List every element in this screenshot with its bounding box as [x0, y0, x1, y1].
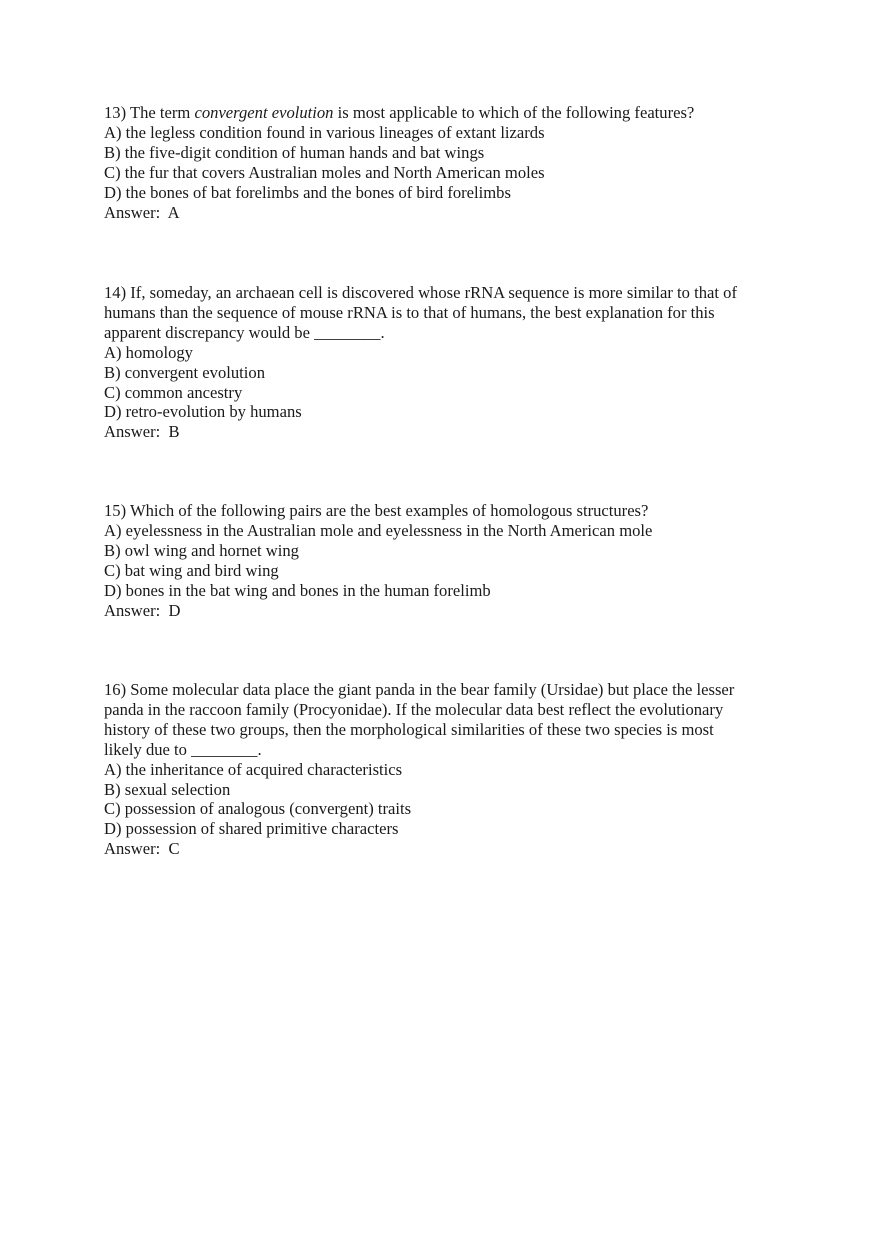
- option-a: A) the inheritance of acquired characteristics: [104, 759, 403, 779]
- question-stem-line: 14) If, someday, an archaean cell is discovered whose rRNA sequence is more similar to that of: [104, 283, 737, 302]
- option-b: B) the five-digit condition of human hands and bat wings: [104, 142, 485, 162]
- option-a: A) the legless condition found in various lineages of extant lizards: [104, 122, 545, 142]
- option-d: D) the bones of bat forelimbs and the bones of bird forelimbs: [104, 182, 511, 202]
- answer: Answer: A: [104, 202, 180, 222]
- answer: Answer: B: [104, 422, 180, 442]
- question-stem-line: history of these two groups, then the morphological similarities of these two species is most: [104, 719, 714, 739]
- option-d: D) bones in the bat wing and bones in the human forelimb: [104, 580, 491, 600]
- option-a: A) eyelessness in the Australian mole and eyelessness in the North American mole: [104, 520, 653, 540]
- question-stem-line: likely due to ________.: [104, 739, 262, 759]
- answer: Answer: C: [104, 839, 180, 859]
- question-stem-line: panda in the raccoon family (Procyonidae). If the molecular data best reflect the evolutionary: [104, 699, 724, 719]
- option-c: C) the fur that covers Australian moles and North American moles: [104, 162, 545, 182]
- question-stem: [104, 103, 784, 123]
- stem-text-before: 13) The term: [104, 103, 195, 122]
- question-stem-line: 15) Which of the following pairs are the best examples of homologous structures?: [104, 501, 649, 520]
- question-stem-line: apparent discrepancy would be ________.: [104, 322, 385, 342]
- option-a: A) homology: [104, 342, 193, 362]
- option-b: B) sexual selection: [104, 779, 231, 799]
- stem-text-after: is most applicable to which of the following features?: [333, 103, 695, 122]
- option-d: D) possession of shared primitive characters: [104, 819, 399, 839]
- question-13: [104, 103, 784, 222]
- option-c: C) bat wing and bird wing: [104, 560, 279, 580]
- question-16: [104, 680, 784, 859]
- option-b: B) owl wing and hornet wing: [104, 540, 299, 560]
- stem-italic-term: convergent evolution: [194, 103, 334, 122]
- question-stem-line: 16) Some molecular data place the giant panda in the bear family (Ursidae) but place the lesser: [104, 680, 735, 699]
- question-14: [104, 283, 784, 442]
- question-15: [104, 501, 784, 620]
- question-stem-line: humans than the sequence of mouse rRNA is to that of humans, the best explanation for this: [104, 302, 715, 322]
- option-b: B) convergent evolution: [104, 362, 265, 382]
- option-c: C) possession of analogous (convergent) traits: [104, 799, 412, 819]
- option-d: D) retro-evolution by humans: [104, 402, 302, 422]
- option-c: C) common ancestry: [104, 382, 243, 402]
- answer: Answer: D: [104, 600, 181, 620]
